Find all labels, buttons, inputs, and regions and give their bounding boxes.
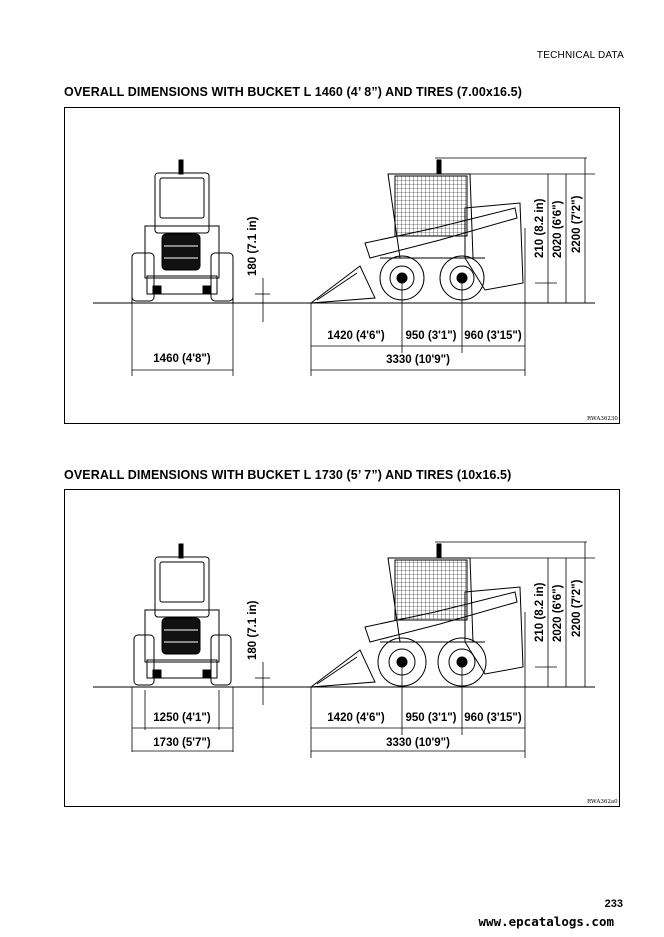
diagram1-drawing <box>65 108 621 425</box>
d1-h210-label: 210 (8.2 in) <box>534 198 546 258</box>
diagram1-title: OVERALL DIMENSIONS WITH BUCKET L 1460 (4’ 8”) AND TIRES (7.00x16.5) <box>64 85 522 99</box>
diagram2-drawing <box>65 490 621 808</box>
d1-overall-length-label: 3330 (10'9") <box>386 354 450 366</box>
d2-h2020-label: 2020 (6'6") <box>552 584 564 642</box>
d2-wheel-front-label: 950 (3'1") <box>405 712 457 724</box>
d1-bucket-reach-label: 1420 (4'6") <box>327 330 385 342</box>
d2-bucket-reach-label: 1420 (4'6") <box>327 712 385 724</box>
d2-h210-label: 210 (8.2 in) <box>534 582 546 642</box>
d2-width-label: 1730 (5'7") <box>153 737 211 749</box>
d2-track-width-label: 1250 (4'1") <box>153 712 211 724</box>
d2-code: RWA362a0 <box>587 799 618 805</box>
d1-width-label: 1460 (4'8") <box>153 353 211 365</box>
side-view-loader <box>311 544 523 687</box>
d2-h2200-label: 2200 (7'2") <box>571 579 583 637</box>
d1-code: RWA36230 <box>587 416 618 422</box>
section-header: TECHNICAL DATA <box>536 50 624 61</box>
watermark-link[interactable]: www.epcatalogs.com <box>478 914 614 929</box>
d1-h2200-label: 2200 (7'2") <box>571 195 583 253</box>
page-number: 233 <box>604 898 623 910</box>
d1-h2020-label: 2020 (6'6") <box>552 200 564 258</box>
d1-rear-overhang-label: 960 (3'15") <box>464 330 522 342</box>
d2-overall-length-label: 3330 (10'9") <box>386 737 450 749</box>
diagram2-frame <box>64 489 620 807</box>
front-view-loader <box>132 160 233 303</box>
d1-ground-clearance-label: 180 (7.1 in) <box>247 216 259 276</box>
front-view-loader <box>134 544 231 685</box>
side-view-loader <box>311 160 523 303</box>
d2-rear-overhang-label: 960 (3'15") <box>464 712 522 724</box>
diagram2-title: OVERALL DIMENSIONS WITH BUCKET L 1730 (5’ 7”) AND TIRES (10x16.5) <box>64 468 512 482</box>
d1-wheel-front-label: 950 (3'1") <box>405 330 457 342</box>
diagram1-frame <box>64 107 620 424</box>
d2-ground-clearance-label: 180 (7.1 in) <box>247 600 259 660</box>
